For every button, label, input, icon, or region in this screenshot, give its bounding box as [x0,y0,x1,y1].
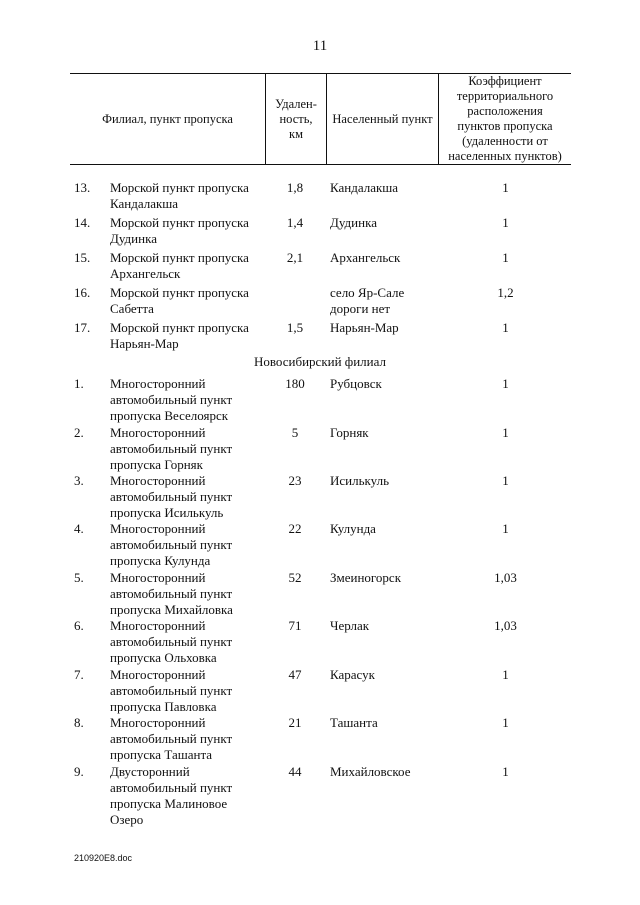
header-distance-label: Удален- ность, км [275,96,317,141]
row-number: 7. [74,667,84,682]
row-distance: 1,5 [286,320,304,335]
header-distance [266,73,326,165]
row-number: 2. [74,425,84,440]
row-checkpoint: Многосторонний автомобильный пункт пропуска Исилькуль [110,473,233,520]
row-distance: 1,8 [286,180,304,195]
row-settlement: Ташанта [330,715,378,730]
row-checkpoint: Многосторонний автомобильный пункт пропуска Ташанта [110,715,233,762]
row-checkpoint: Двусторонний автомобильный пункт пропуска Малиновое Озеро [110,764,233,827]
header-coefficient-label: Коэффициент территориального расположения пунктов пропуска (удаленности от населенных пунктов) [448,74,562,163]
row-coefficient: 1 [502,521,509,536]
row-settlement: Карасук [330,667,375,682]
row-coefficient: 1 [502,764,509,779]
row-coefficient: 1 [502,425,509,440]
row-number: 6. [74,618,84,633]
row-coefficient: 1 [502,320,509,335]
row-settlement: Рубцовск [330,376,382,391]
row-checkpoint: Многосторонний автомобильный пункт пропуска Горняк [110,425,233,472]
row-settlement: село Яр-Сале дороги нет [330,285,405,316]
header-coefficient [439,73,571,165]
row-number: 5. [74,570,84,585]
row-checkpoint: Многосторонний автомобильный пункт пропуска Ольховка [110,618,233,665]
row-distance: 44 [288,764,302,779]
row-number: 4. [74,521,84,536]
row-checkpoint: Морской пункт пропуска Сабетта [110,285,249,316]
table-header [70,73,571,165]
row-settlement: Дудинка [330,215,377,230]
header-settlement [327,73,438,165]
row-settlement: Нарьян-Мар [330,320,399,335]
row-coefficient: 1 [502,215,509,230]
row-number: 9. [74,764,84,779]
row-settlement: Кандалакша [330,180,399,195]
row-number: 8. [74,715,84,730]
row-distance: 1,4 [286,215,304,230]
row-distance: 47 [288,667,302,682]
row-checkpoint: Морской пункт пропуска Кандалакша [110,180,249,211]
row-settlement: Михайловское [330,764,411,779]
row-distance: 180 [285,376,305,391]
section-title: Новосибирский филиал [253,354,386,369]
row-distance: 22 [288,521,302,536]
row-settlement: Змеиногорск [330,570,402,585]
row-settlement: Архангельск [330,250,401,265]
row-coefficient: 1 [502,250,509,265]
row-number: 14. [74,215,91,230]
row-coefficient: 1 [502,376,509,391]
row-number: 3. [74,473,84,488]
row-distance: 71 [288,618,302,633]
row-distance: 2,1 [286,250,304,265]
row-coefficient: 1 [502,473,509,488]
row-coefficient: 1,2 [497,285,514,300]
row-checkpoint: Морской пункт пропуска Дудинка [110,215,249,246]
header-branch-label: Филиал, пункт пропуска [102,111,233,126]
row-number: 15. [74,250,91,265]
row-checkpoint: Морской пункт пропуска Нарьян-Мар [110,320,249,351]
row-coefficient: 1,03 [494,570,517,585]
row-number: 13. [74,180,91,195]
row-checkpoint: Многосторонний автомобильный пункт пропуска Кулунда [110,521,233,568]
row-coefficient: 1 [502,180,509,195]
header-branch [70,73,265,165]
row-coefficient: 1,03 [494,618,517,633]
row-number: 17. [74,320,91,335]
header-settlement-label: Населенный пункт [332,111,433,126]
row-settlement: Исилькуль [330,473,390,488]
row-checkpoint: Многосторонний автомобильный пункт пропуска Павловка [110,667,233,714]
row-distance: 52 [288,570,302,585]
page-number: 11 [312,38,328,54]
file-name-footer: 210920E8.doc [74,853,133,863]
row-number: 1. [74,376,84,391]
row-coefficient: 1 [502,715,509,730]
row-settlement: Горняк [330,425,369,440]
row-number: 16. [74,285,91,300]
row-settlement: Кулунда [330,521,376,536]
row-checkpoint: Многосторонний автомобильный пункт пропуска Михайловка [110,570,233,617]
row-distance: 21 [288,715,302,730]
row-coefficient: 1 [502,667,509,682]
row-checkpoint: Морской пункт пропуска Архангельск [110,250,249,281]
row-distance: 23 [288,473,302,488]
row-settlement: Черлак [330,618,370,633]
row-checkpoint: Многосторонний автомобильный пункт пропуска Веселоярск [110,376,233,423]
row-distance: 5 [291,425,299,440]
